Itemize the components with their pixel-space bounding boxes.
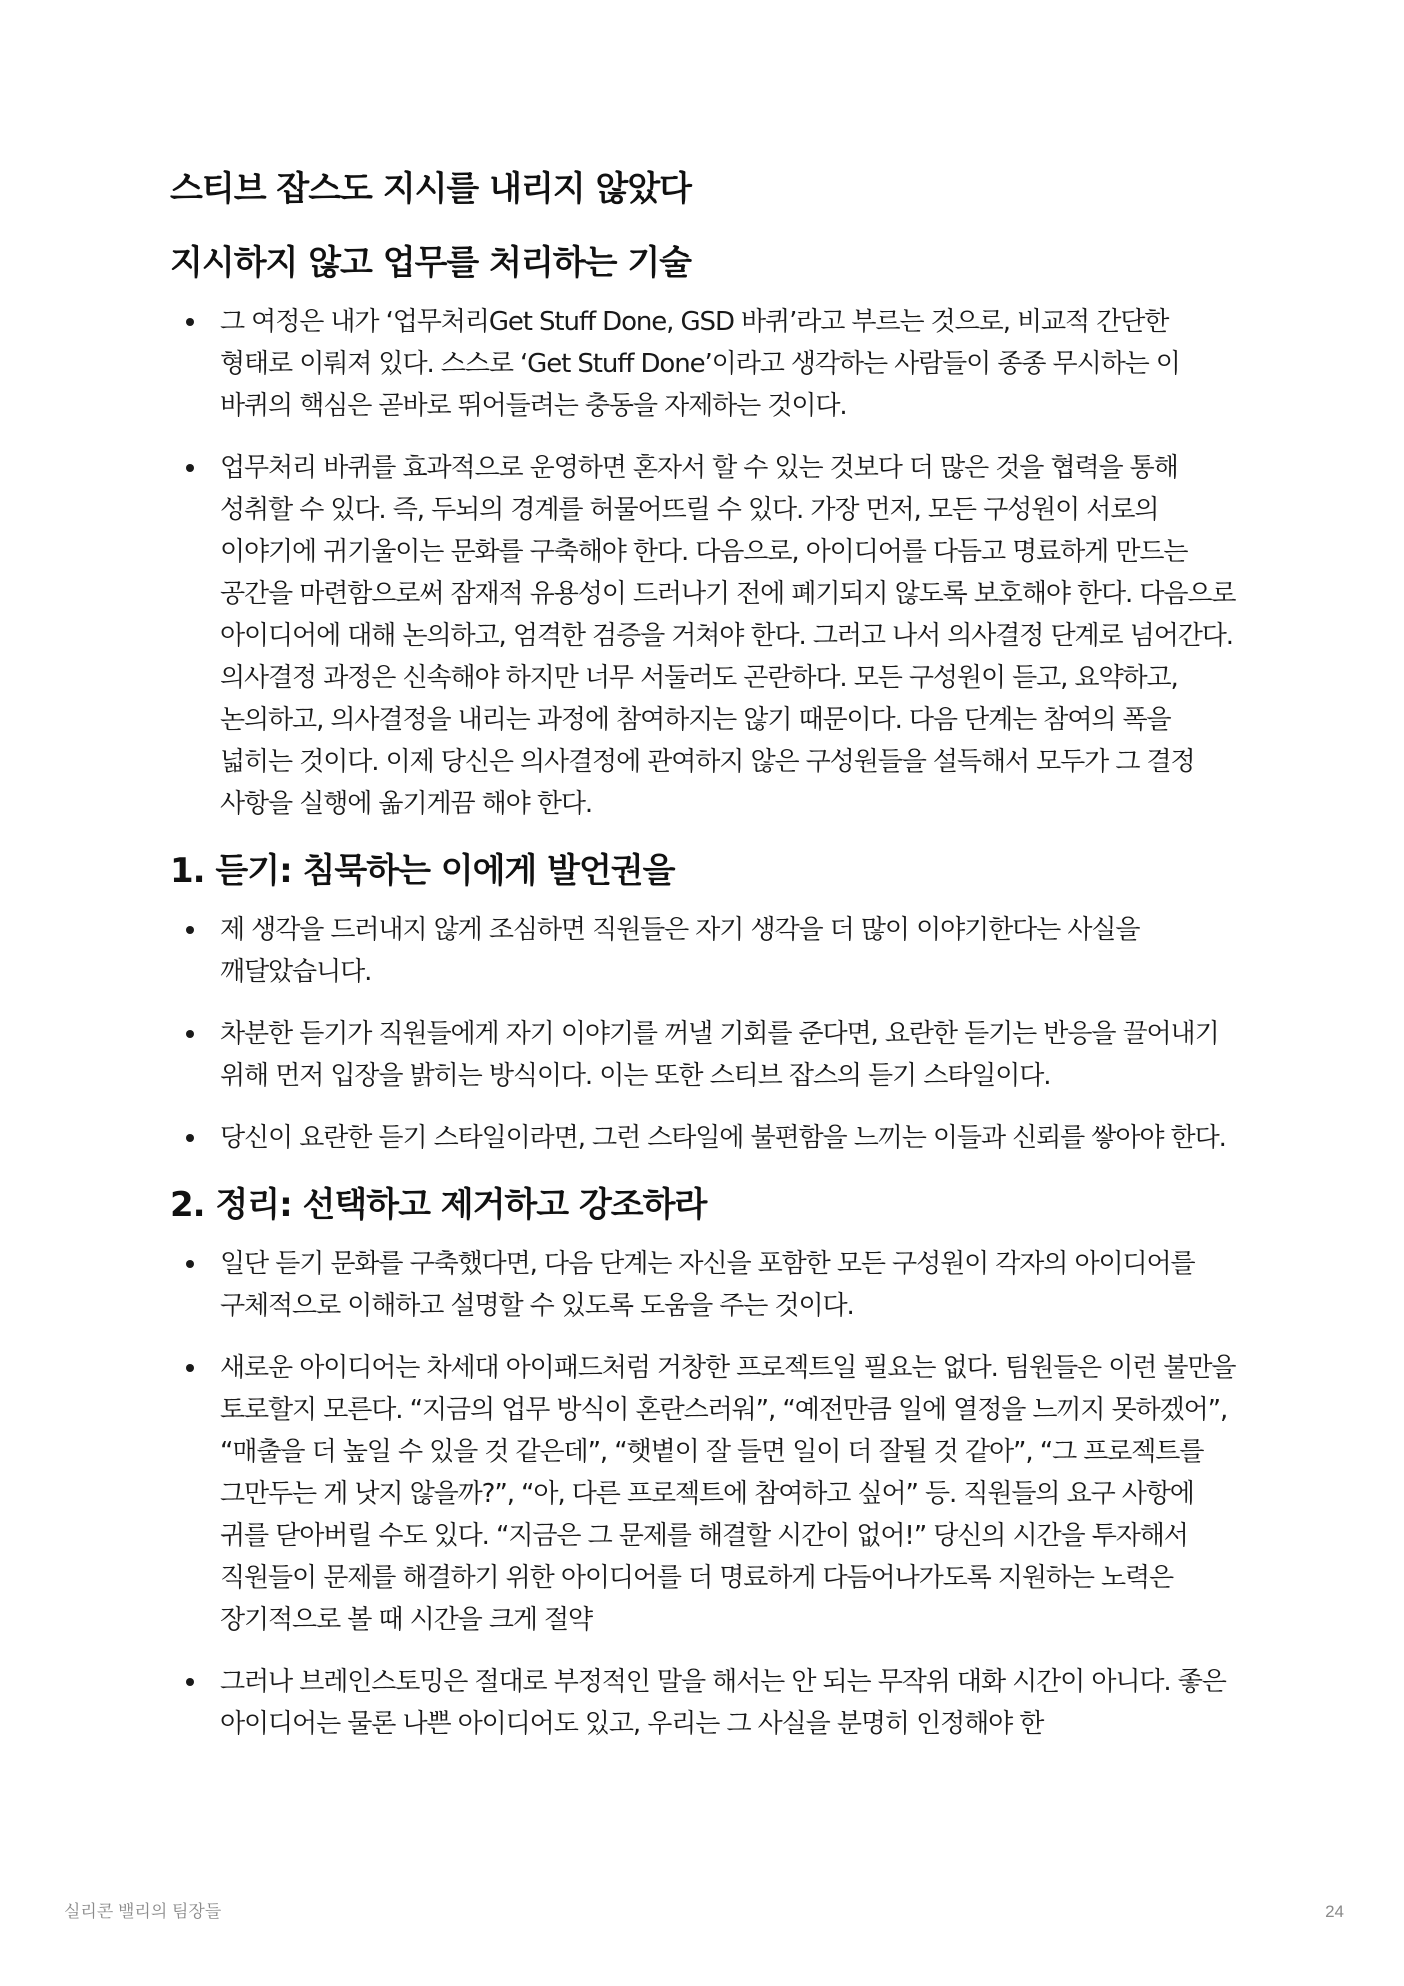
list-item: 제 생각을 드러내지 않게 조심하면 직원들은 자기 생각을 더 많이 이야기한다는 사실을 깨달았습니다. — [170, 909, 1240, 993]
footer-page-number: 24 — [1325, 1902, 1344, 1921]
bullet-list-listen — [170, 909, 1240, 1159]
list-item: 차분한 듣기가 직원들에게 자기 이야기를 꺼낼 기회를 준다면, 요란한 듣기는 반응을 끌어내기 위해 먼저 입장을 밝히는 방식이다. 이는 또한 스티브 잡스의 듣기 스타일이다. — [170, 1013, 1240, 1097]
page-title: 스티브 잡스도 지시를 내리지 않았다 — [170, 169, 692, 209]
section-heading-gsd: 지시하지 않고 업무를 처리하는 기술 — [170, 243, 692, 283]
list-item: 일단 듣기 문화를 구축했다면, 다음 단계는 자신을 포함한 모든 구성원이 각자의 아이디어를 구체적으로 이해하고 설명할 수 있도록 도움을 주는 것이다. — [170, 1243, 1240, 1327]
list-item: 업무처리 바퀴를 효과적으로 운영하면 혼자서 할 수 있는 것보다 더 많은 것을 협력을 통해 성취할 수 있다. 즉, 두뇌의 경계를 허물어뜨릴 수 있다. 가장 먼저, 모든 구성원이 서로의 이야기에 귀기울이는 문화를 구축해야 한다. 다음으로, 아이디어를 다듬고 명료하게 만드는 공간을 마련함으로써 잠재적 유용성이 드러나기 전에 폐기되지 않도록 보호해야 한다. 다음으로 아이디어에 대해 논의하고, 엄격한 검증을 거쳐야 한다. 그러고 나서 의사결정 단계로 넘어간다. 의사결정 과정은 신속해야 하지만 너무 서둘러도 곤란하다. 모든 구성원이 듣고, 요약하고, 논의하고, 의사결정을 내리는 과정에 참여하지는 않기 때문이다. 다음 단계는 참여의 폭을 넓히는 것이다. 이제 당신은 의사결정에 관여하지 않은 구성원들을 설득해서 모두가 그 결정 사항을 실행에 옮기게끔 해야 한다. — [170, 447, 1240, 825]
bullet-list-clarify — [170, 1243, 1240, 1745]
section-heading-clarify: 2. 정리: 선택하고 제거하고 강조하라 — [170, 1185, 707, 1225]
list-item: 새로운 아이디어는 차세대 아이패드처럼 거창한 프로젝트일 필요는 없다. 팀원들은 이런 불만을 토로할지 모른다. “지금의 업무 방식이 혼란스러워”, “예전만큼 일에 열정을 느끼지 못하겠어”, “매출을 더 높일 수 있을 것 같은데”, “햇볕이 잘 들면 일이 더 잘될 것 같아”, “그 프로젝트를 그만두는 게 낫지 않을까?”, “아, 다른 프로젝트에 참여하고 싶어” 등. 직원들의 요구 사항에 귀를 닫아버릴 수도 있다. “지금은 그 문제를 해결할 시간이 없어!” 당신의 시간을 투자해서 직원들이 문제를 해결하기 위한 아이디어를 더 명료하게 다듬어나가도록 지원하는 노력은 장기적으로 볼 때 시간을 크게 절약 — [170, 1347, 1240, 1641]
bullet-list-gsd — [170, 301, 1240, 825]
page-content — [170, 165, 1240, 1767]
footer-book-title: 실리콘 밸리의 팀장들 — [64, 1902, 222, 1921]
section-heading-listen: 1. 듣기: 침묵하는 이에게 발언권을 — [170, 851, 675, 891]
list-item: 그 여정은 내가 ‘업무처리Get Stuff Done, GSD 바퀴’라고 부르는 것으로, 비교적 간단한 형태로 이뤄져 있다. 스스로 ‘Get Stuff Done’이라고 생각하는 사람들이 종종 무시하는 이 바퀴의 핵심은 곧바로 뛰어들려는 충동을 자제하는 것이다. — [170, 301, 1240, 427]
list-item: 당신이 요란한 듣기 스타일이라면, 그런 스타일에 불편함을 느끼는 이들과 신뢰를 쌓아야 한다. — [170, 1117, 1240, 1159]
list-item: 그러나 브레인스토밍은 절대로 부정적인 말을 해서는 안 되는 무작위 대화 시간이 아니다. 좋은 아이디어는 물론 나쁜 아이디어도 있고, 우리는 그 사실을 분명히 인정해야 한 — [170, 1661, 1240, 1745]
